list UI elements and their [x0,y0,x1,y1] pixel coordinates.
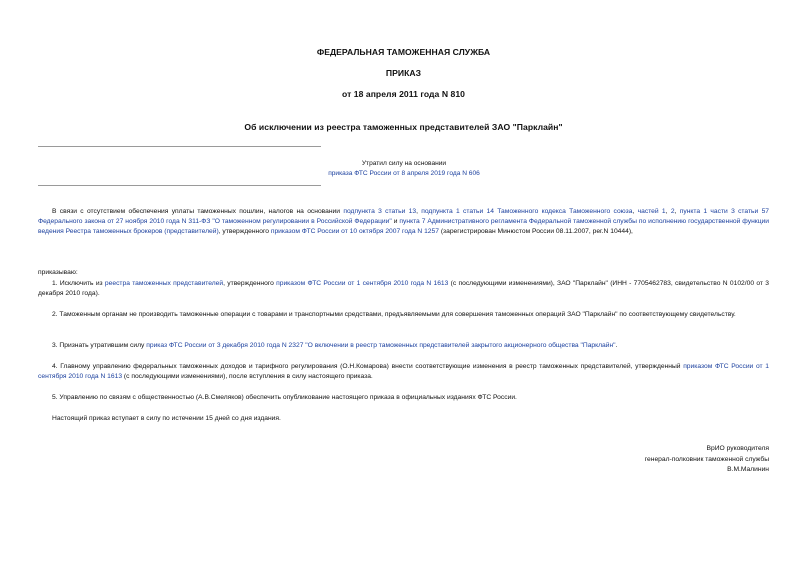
document-type: ПРИКАЗ [385,68,422,78]
item-text: 3. Признать утратившим силу [52,342,147,349]
divider-bottom [38,185,321,186]
item-text: , утвержденного [223,280,277,287]
link-order-1613[interactable]: приказом ФТС России от 1 сентября 2010 года N 1613 [38,363,769,381]
preamble-text: , утвержденного [218,228,271,236]
item-1 [38,279,769,299]
item-text: 2. Таможенным органам не производить таможенные операции с товарами и транспортными средствами, предъявляемыми для совершения таможенных операций ЗАО "Парклайн" по соответствующему свидетельству. [52,311,736,318]
link-registry[interactable]: реестра таможенных представителей [104,280,224,287]
item-3 [38,341,769,351]
link-order-1257[interactable]: приказом ФТС России от 10 октября 2007 года N 1257 [270,228,439,236]
item-text: 1. Исключить из [52,280,105,287]
link-admin-regulation[interactable]: пункта 7 Административного регламента Федеральной таможенной службы по исполнению государственной функции ведения Реестра таможенных брокеров (представителей) [38,218,769,236]
item-text: (с последующими изменениями), после вступления в силу настоящего приказа. [122,373,373,381]
item-text: 5. Управлению по связям с общественностью (А.В.Смеляков) обеспечить опубликование настоящего приказа в официальных изданиях ФТС России. [52,394,517,401]
document-title: Об исключении из реестра таможенных представителей ЗАО "Парклайн" [244,122,563,132]
preamble-text: В связи с отсутствием обеспечения уплаты таможенных пошлин, налогов на основании [52,208,344,215]
item-text: 4. Главному управлению федеральных таможенных доходов и тарифного регулирования (О.Н.Комарова) внести соответствующие изменения в реестр таможенных представителей, утвержденный [52,363,684,370]
link-order-1613[interactable]: приказом ФТС России от 1 сентября 2010 года N 1613 [276,280,449,287]
preamble-text: и [391,218,400,226]
signature-block [509,444,769,476]
effective-date-paragraph: Настоящий приказ вступает в силу по истечении 15 дней со дня издания. [52,415,281,422]
item-5 [38,393,769,403]
item-text: (с последующими изменениями), ЗАО "Парклайн" (ИНН - 7705462783, свидетельство N 0102/00 от 3 декабря 2010 года). [38,280,769,298]
status-note-link[interactable]: приказа ФТС России от 8 апреля 2019 года N 606 [328,170,480,177]
preamble-text: (зарегистрирован Минюстом России 08.11.2007, рег.N 10444), [438,228,633,236]
agency-name: ФЕДЕРАЛЬНАЯ ТАМОЖЕННАЯ СЛУЖБА [316,47,491,57]
divider-top [38,146,321,147]
preamble-text: , [674,208,680,215]
signature-position: ВрИО руководителя [706,445,769,452]
signature-rank: генерал-полковник таможенной службы [644,455,769,463]
link-tk-art14[interactable]: подпункта 1 статьи 14 Таможенного кодекса Таможенного союза [421,208,633,215]
link-federal-law[interactable]: пункта 1 части 3 статьи 57 Федерального закона от 27 ноября 2010 года N 311-ФЗ "О таможенном регулировании в Российской Федерации" [38,208,770,226]
document-date: от 18 апреля 2011 года N 810 [341,89,466,99]
preamble-text: , [632,208,638,215]
link-order-2327[interactable]: приказ ФТС России от 3 декабря 2010 года N 2327 "О включении в реестр таможенных представителей закрытого акционерного общества "Парклайн" [146,342,616,349]
link-tk-art13[interactable]: подпункта 3 статьи 13 [343,208,417,215]
preamble-paragraph [38,207,769,238]
preamble-text: , [416,208,422,215]
status-note-text: Утратил силу на основании [361,160,447,167]
item-text: . [615,342,618,349]
link-part2[interactable]: 2 [670,208,675,215]
order-word: приказываю: [38,269,78,276]
link-part1[interactable]: частей 1 [637,208,666,215]
item-4 [38,362,769,382]
item-2 [38,310,769,320]
signature-name: В.М.Малинин [727,466,769,473]
status-note [280,159,528,179]
preamble-text: , [665,208,671,215]
